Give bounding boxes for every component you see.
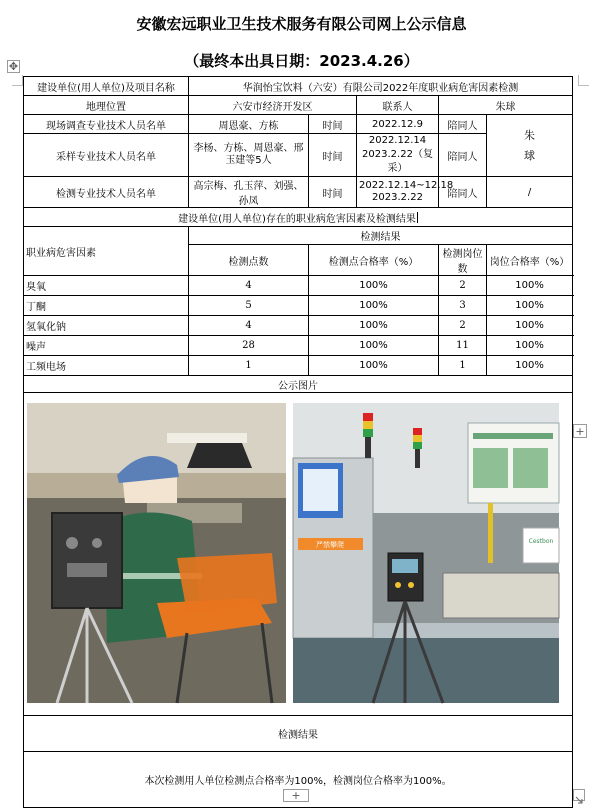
table-row: [24, 336, 573, 356]
text-cursor: [417, 212, 418, 223]
testing-companion-value: /: [487, 177, 573, 208]
unit-label: 建设单位(用人单位)及项目名称: [24, 77, 189, 96]
page-corner-mark: [12, 75, 23, 86]
companion-value: 朱球: [487, 115, 573, 177]
warning-sign-text: 严禁攀爬: [316, 541, 344, 549]
page-title: 安徽宏远职业卫生技术服务有限公司网上公示信息: [136, 15, 467, 33]
info-table: [23, 76, 573, 808]
product-label-text: Cestbon: [528, 538, 554, 545]
col-points: 检测点数: [189, 245, 309, 276]
testing-label: 检测专业技术人员名单: [24, 177, 189, 208]
survey-staff: 周恩豪、方栋: [189, 115, 309, 134]
testing-time-1: 2022.12.14~12.18: [359, 180, 454, 191]
factor-name: 丁酮: [24, 296, 189, 316]
table-move-handle[interactable]: [7, 60, 20, 73]
issue-date-title: （最终本出具日期：2023.4.26）: [184, 52, 419, 70]
table-resize-handle[interactable]: [573, 789, 585, 801]
factor-post-rate: 100%: [487, 296, 573, 316]
factor-posts: 3: [439, 296, 487, 316]
factor-point-rate: 100%: [309, 316, 439, 336]
factor-points: 1: [189, 356, 309, 376]
factor-name: 工频电场: [24, 356, 189, 376]
factor-post-rate: 100%: [487, 276, 573, 296]
hazard-section-title: 建设单位(用人单位)存在的职业病危害因素及检测结果: [24, 208, 573, 227]
table-row: [24, 356, 573, 376]
unit-value: 华润怡宝饮料（六安）有限公司2022年度职业病危害因素检测: [189, 77, 573, 96]
factor-name: 氢氧化钠: [24, 316, 189, 336]
factor-points: 4: [189, 276, 309, 296]
table-row: [24, 316, 573, 336]
location-label: 地理位置: [24, 96, 189, 115]
result-header: 检测结果: [189, 227, 573, 245]
contact-label: 联系人: [357, 96, 439, 115]
col-post-rate: 岗位合格率（%）: [487, 245, 573, 276]
conclusion-header: 检测结果: [24, 716, 573, 752]
factor-points: 4: [189, 316, 309, 336]
factor-post-rate: 100%: [487, 316, 573, 336]
testing-companion-label: 陪同人: [439, 177, 487, 208]
factor-points: 28: [189, 336, 309, 356]
plus-icon: +: [291, 789, 301, 802]
col-posts: 检测岗位数: [439, 245, 487, 276]
factor-post-rate: 100%: [487, 356, 573, 376]
testing-time-2: 2023.2.22: [372, 192, 423, 203]
photo-cell: [24, 393, 573, 716]
survey-time: 2022.12.9: [357, 115, 439, 134]
factor-posts: 2: [439, 276, 487, 296]
survey-label: 现场调查专业技术人员名单: [24, 115, 189, 134]
factor-point-rate: 100%: [309, 276, 439, 296]
factor-posts: 1: [439, 356, 487, 376]
page-corner-mark: [578, 75, 589, 86]
contact-value: 朱球: [439, 96, 573, 115]
factor-points: 5: [189, 296, 309, 316]
factor-name: 臭氧: [24, 276, 189, 296]
production-line-image: [293, 403, 559, 703]
factor-point-rate: 100%: [309, 296, 439, 316]
factor-posts: 2: [439, 316, 487, 336]
table-row: [24, 296, 573, 316]
sampling-time-1: 2022.12.14: [368, 135, 427, 146]
sampling-staff: 李杨、方栋、周恩豪、邢玉建等5人: [189, 134, 309, 177]
plus-icon: +: [575, 425, 585, 438]
sampling-companion-label: 陪同人: [439, 134, 487, 177]
worker-sampling-image: [27, 403, 286, 703]
survey-time-label: 时间: [309, 115, 357, 134]
sampling-label: 采样专业技术人员名单: [24, 134, 189, 177]
move-icon: ✥: [8, 60, 19, 73]
factor-post-rate: 100%: [487, 336, 573, 356]
photo-worker-sampling: [27, 403, 286, 703]
testing-staff: 高宗梅、孔玉萍、刘强、孙凤: [189, 177, 309, 208]
factor-point-rate: 100%: [309, 356, 439, 376]
col-point-rate: 检测点合格率（%）: [309, 245, 439, 276]
sampling-time-2: 2023.2.22（复采）: [362, 149, 433, 174]
resize-icon: [574, 795, 584, 805]
testing-time-label: 时间: [309, 177, 357, 208]
survey-companion-label: 陪同人: [439, 115, 487, 134]
sampling-time-label: 时间: [309, 134, 357, 177]
add-row-button[interactable]: [283, 789, 309, 802]
factor-name: 噪声: [24, 336, 189, 356]
photo-section-title: 公示图片: [24, 376, 573, 393]
conclusion-text: 本次检测用人单位检测点合格率为100%，检测岗位合格率为100%。: [24, 752, 573, 808]
add-column-button[interactable]: [573, 424, 587, 438]
factor-header: 职业病危害因素: [24, 227, 189, 276]
photo-production-line: [293, 403, 559, 703]
factor-point-rate: 100%: [309, 336, 439, 356]
factor-posts: 11: [439, 336, 487, 356]
table-row: [24, 276, 573, 296]
location-value: 六安市经济开发区: [189, 96, 357, 115]
